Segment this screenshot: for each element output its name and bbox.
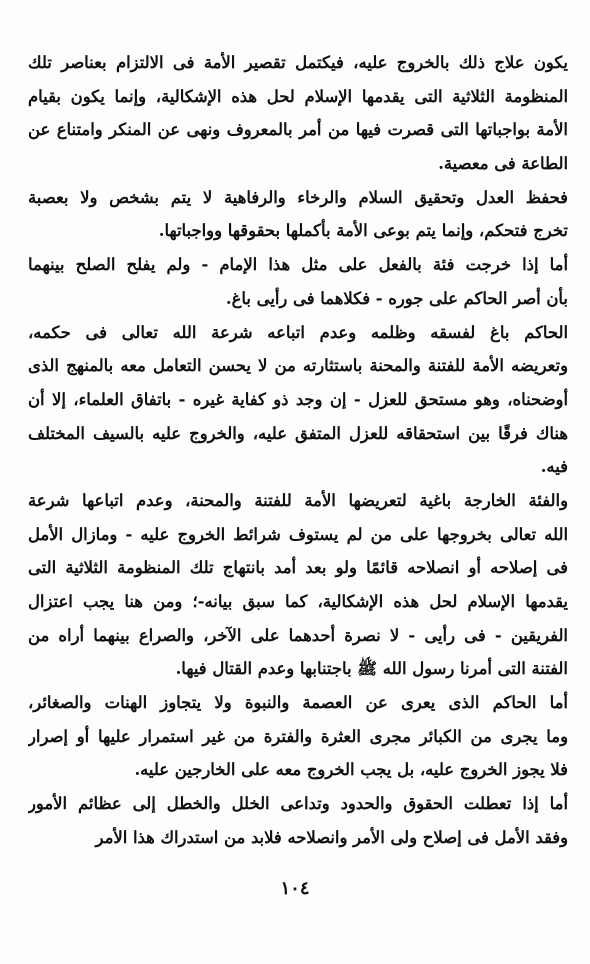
- text-line: بأن أصر الحاكم على جوره - فكلاهما فى رأيى باغ.: [225, 288, 568, 308]
- text-line: أما إذا تعطلت الحقوق والحدود وتداعى الخلل والخطل إلى عظائم الأمور: [28, 794, 568, 814]
- text-line: أما الحاكم الذى يعرى عن العصمة والنبوة ولا يتجاوز الهنات والصغائر،: [28, 693, 568, 713]
- text-line: وتعريضه الأمة للفتنة والمحنة باستثارته من لا يحسن التعامل معه بالمنهج الذى: [28, 356, 568, 376]
- text-line: يقدمها الإسلام لحل هذه الإشكالية، كما سبق بيانه-؛ ومن هنا يجب اعتزال: [28, 592, 568, 611]
- paragraph: [28, 686, 568, 787]
- paragraph: [28, 316, 568, 484]
- text-line: الفريقين - فى رأيى - لا نصرة أحدهما على الآخر، والصراع بينهما أراه من: [28, 625, 568, 645]
- text-line: يكون علاج ذلك بالخروج عليه، فيكتمل تقصير الأمة فى الالتزام بعناصر تلك: [28, 53, 568, 72]
- paragraph: [28, 181, 568, 248]
- text-line: الحاكم باغ لفسقه وظلمه وعدم اتباعه شرعة الله تعالى فى حكمه،: [28, 322, 568, 342]
- paragraph: [28, 484, 568, 686]
- text-line: هناك فرقًا بين استحقاقه للعزل المتفق عليه، والخروج عليه بالسيف المختلف: [28, 423, 568, 443]
- text-line: الطاعة فى معصية.: [438, 154, 568, 174]
- text-line: الفتنة التى أمرنا رسول الله ﷺ باجتنابها وعدم القتال فيها.: [175, 659, 568, 679]
- text-line: والفئة الخارجة باغية لتعريضها الأمة للفتنة والمحنة، وعدم اتباعها شرعة: [28, 490, 568, 510]
- text-line: فى إصلاحه أو انصلاحه قائمًا ولو بعد أمد بانتهاج تلك المنظومة الثلاثية التى: [28, 558, 568, 578]
- text-line: الأمة بواجباتها التى قصرت فيها من أمر بالمعروف ونهى عن المنكر وامتناع عن: [28, 120, 568, 140]
- text-line: فيه.: [540, 457, 568, 477]
- text-line: وفقد الأمل فى إصلاح ولى الأمر وانصلاحه فلابد من استدراك هذا الأمر: [95, 827, 568, 847]
- text-line: المنظومة الثلاثية التى يقدمها الإسلام لحل هذه الإشكالية، وإنما يكون بقيام: [28, 86, 568, 106]
- text-line: أوضحناه، وهو مستحق للعزل - إن وجد ذو كفاية غيره - باتفاق العلماء، إلا أن: [28, 389, 568, 409]
- body-text: [28, 46, 568, 855]
- text-line: أما إذا خرجت فئة بالفعل على مثل هذا الإمام - ولم يفلح الصلح بينهما: [28, 255, 568, 275]
- text-line: وما يجرى من الكبائر مجرى العثرة والفترة من غير استمرار عليها أو إصرار: [28, 726, 568, 746]
- text-line: فلا يجوز الخروج عليه، بل يجب الخروج معه على الخارجين عليه.: [134, 760, 568, 780]
- text-line: الله تعالى بخروجها على من لم يستوف شرائط الخروج عليه - ومازال الأمل: [28, 524, 568, 544]
- paragraph: [28, 787, 568, 854]
- paragraph: [28, 248, 568, 315]
- paragraph: [28, 46, 568, 181]
- text-line: فحفظ العدل وتحقيق السلام والرخاء والرفاهية لا يتم بشخص ولا بعصبة: [28, 187, 568, 207]
- text-line: تخرج فتحكم، وإنما يتم بوعى الأمة بأكملها بحقوقها وواجباتها.: [158, 221, 568, 241]
- page-number: ١٠٤: [280, 878, 310, 899]
